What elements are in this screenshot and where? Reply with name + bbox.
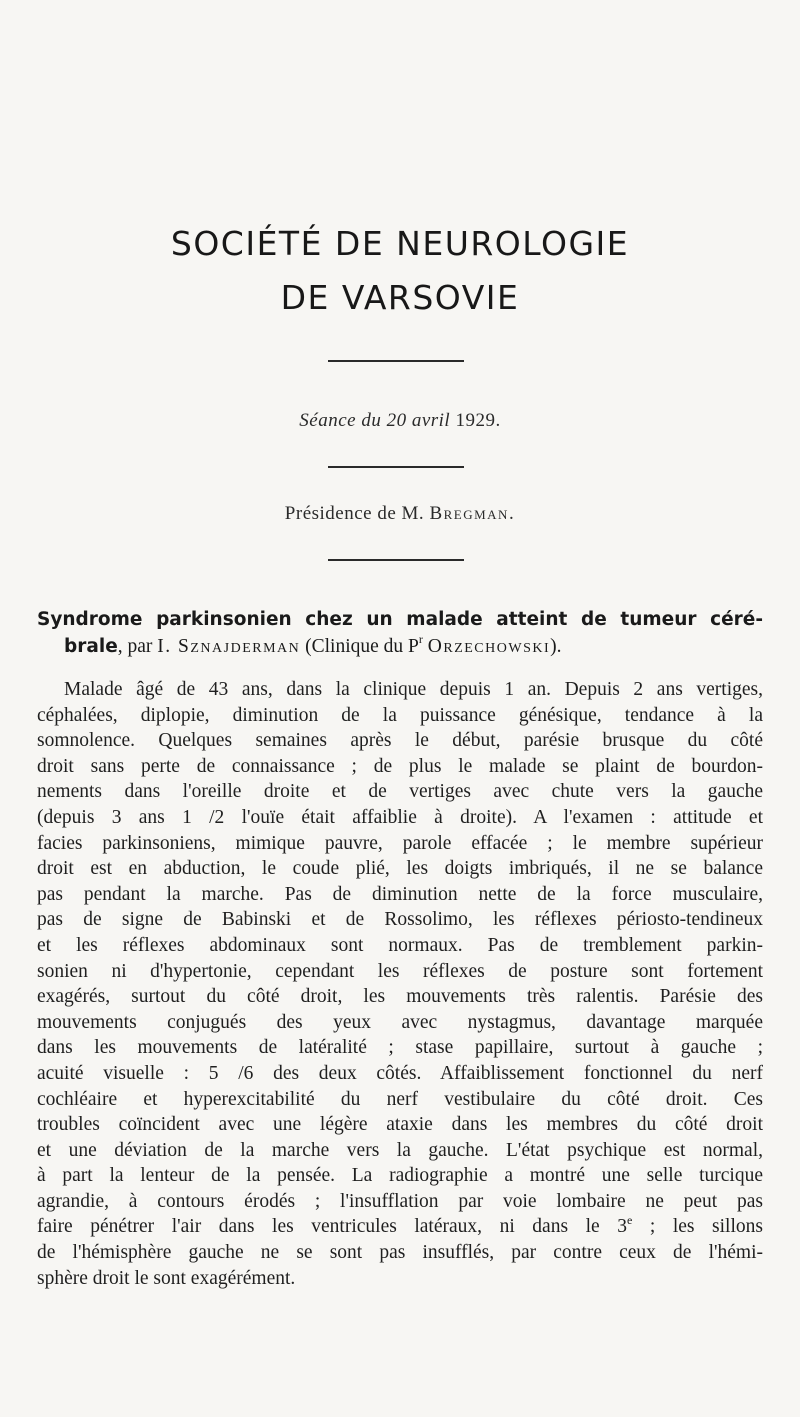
body-line: agrandie, à contours érodés ; l'insufflation par voie lombaire ne peut pas — [37, 1190, 763, 1212]
article-title-line1: Syndrome parkinsonien chez un malade atteint de tumeur céré- — [37, 609, 763, 630]
article-heading — [37, 606, 763, 660]
body-line: droit est en abduction, le coude plié, les doigts imbriqués, il ne se balance — [37, 858, 763, 880]
body-line: nements dans l'oreille droite et de vertiges avec chute vers la gauche — [37, 781, 763, 803]
article-author: I. Sznajderman — [157, 636, 301, 657]
body-line: sphère droit le sont exagérément. — [37, 1267, 296, 1289]
session-label: Séance du 20 avril — [299, 410, 451, 431]
body-line: exagérés, surtout du côté droit, les mouvements très ralentis. Parésie des — [37, 986, 763, 1008]
presidency-prefix: Présidence de M. — [284, 503, 425, 524]
body-line-22-start: faire pénétrer l'air dans les ventricules latéraux, ni dans le 3 — [37, 1216, 627, 1238]
body-line: dans les mouvements de latéralité ; stase papillaire, surtout à gauche ; — [37, 1037, 763, 1059]
byline-par: , par — [117, 636, 153, 657]
clinic-open: (Clinique du P — [305, 636, 419, 657]
ordinal-sup: e — [626, 1213, 633, 1228]
article-title-end: brale — [64, 636, 118, 657]
presidency-line — [0, 503, 800, 525]
body-line: facies parkinsoniens, mimique pauvre, parole effacée ; le membre supérieur — [37, 832, 763, 854]
body-line-with-sup — [37, 1214, 763, 1240]
body-line: (depuis 3 ans 1 /2 l'ouïe était affaiblie à droite). A l'examen : attitude et — [37, 806, 763, 828]
president-name: Bregman. — [429, 503, 516, 524]
clinic-sup: r — [418, 632, 423, 646]
society-title-line1: SOCIÉTÉ DE NEUROLOGIE — [170, 224, 630, 263]
body-line: et les réflexes abdominaux sont normaux. Pas de tremblement parkin- — [37, 934, 763, 956]
divider-rule — [328, 466, 464, 468]
clinic-close: ). — [550, 636, 562, 657]
session-date — [0, 410, 800, 432]
divider-rule — [328, 559, 464, 561]
body-line: sonien ni d'hypertonie, cependant les réflexes de posture sont fortement — [37, 960, 763, 982]
body-line: somnolence. Quelques semaines après le début, parésie brusque du côté — [37, 730, 763, 752]
body-line: troubles coïncident avec une légère ataxie dans les membres du côté droit — [37, 1114, 763, 1136]
body-line: mouvements conjugués des yeux avec nystagmus, davantage marquée — [37, 1011, 763, 1033]
clinic-name: Orzechowski — [427, 636, 551, 657]
body-line: cochléaire et hyperexcitabilité du nerf vestibulaire du côté droit. Ces — [37, 1088, 763, 1110]
divider-rule — [328, 360, 464, 362]
article-title-line2 — [37, 633, 763, 660]
society-title-line2: DE VARSOVIE — [280, 278, 520, 317]
body-line: pas pendant la marche. Pas de diminution nette de la force musculaire, — [37, 883, 763, 905]
body-line-22-end: ; les sillons — [632, 1216, 763, 1238]
body-line: céphalées, diplopie, diminution de la puissance génésique, tendance à la — [37, 704, 763, 726]
article-body — [37, 677, 763, 1291]
body-line: droit sans perte de connaissance ; de plus le malade se plaint de bourdon- — [37, 755, 763, 777]
session-year: 1929. — [455, 410, 501, 431]
body-line: pas de signe de Babinski et de Rossolimo, les réflexes périosto-tendineux — [37, 909, 763, 931]
body-line: acuité visuelle : 5 /6 des deux côtés. Affaiblissement fonctionnel du nerf — [37, 1062, 763, 1084]
body-line: Malade âgé de 43 ans, dans la clinique depuis 1 an. Depuis 2 ans vertiges, — [64, 679, 763, 700]
body-line: et une déviation de la marche vers la gauche. L'état psychique est normal, — [37, 1139, 763, 1161]
body-line: de l'hémisphère gauche ne se sont pas insufflés, par contre ceux de l'hémi- — [37, 1242, 763, 1264]
body-line: à part la lenteur de la pensée. La radiographie a montré une selle turcique — [37, 1165, 763, 1187]
